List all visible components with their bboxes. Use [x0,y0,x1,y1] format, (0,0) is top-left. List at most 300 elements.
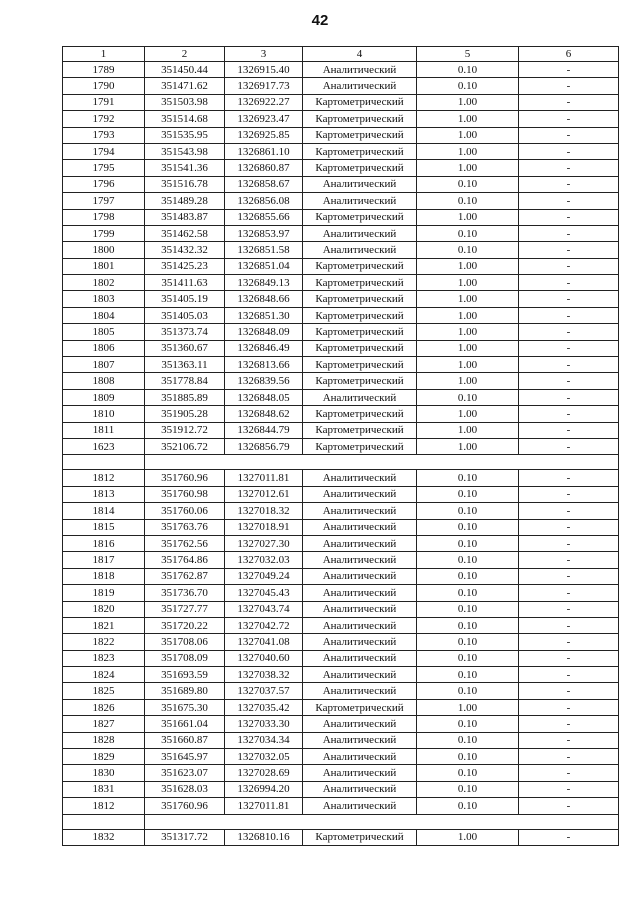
point-number-cell: 1800 [63,242,145,258]
point-number-cell: 1816 [63,535,145,551]
x-coordinate-cell: 351764.86 [145,552,225,568]
note-cell: - [519,94,619,110]
y-coordinate-cell: 1327033.30 [225,716,303,732]
method-cell: Аналитический [303,683,417,699]
note-cell: - [519,258,619,274]
column-header: 4 [303,47,417,62]
x-coordinate-cell: 351661.04 [145,716,225,732]
table-row [63,716,619,732]
y-coordinate-cell: 1327012.61 [225,486,303,502]
table-row [63,357,619,373]
accuracy-cell: 1.00 [417,357,519,373]
table-row [63,324,619,340]
y-coordinate-cell: 1327043.74 [225,601,303,617]
table-row [63,225,619,241]
note-cell: - [519,209,619,225]
point-number-cell: 1801 [63,258,145,274]
method-cell: Аналитический [303,667,417,683]
accuracy-cell: 0.10 [417,62,519,78]
y-coordinate-cell: 1326851.58 [225,242,303,258]
coordinates-table [62,46,619,846]
empty-cell [145,814,619,829]
accuracy-cell: 0.10 [417,552,519,568]
x-coordinate-cell: 351405.03 [145,307,225,323]
note-cell: - [519,617,619,633]
y-coordinate-cell: 1327011.81 [225,798,303,814]
method-cell: Аналитический [303,193,417,209]
point-number-cell: 1826 [63,699,145,715]
method-cell: Картометрический [303,340,417,356]
method-cell: Аналитический [303,732,417,748]
point-number-cell: 1811 [63,422,145,438]
method-cell: Аналитический [303,552,417,568]
method-cell: Картометрический [303,258,417,274]
method-cell: Картометрический [303,143,417,159]
y-coordinate-cell: 1327045.43 [225,585,303,601]
table-row [63,634,619,650]
point-number-cell: 1830 [63,765,145,781]
method-cell: Аналитический [303,601,417,617]
accuracy-cell: 0.10 [417,486,519,502]
y-coordinate-cell: 1327035.42 [225,699,303,715]
accuracy-cell: 0.10 [417,749,519,765]
accuracy-cell: 1.00 [417,111,519,127]
y-coordinate-cell: 1327049.24 [225,568,303,584]
note-cell: - [519,373,619,389]
method-cell: Картометрический [303,357,417,373]
table-row [63,503,619,519]
note-cell: - [519,193,619,209]
empty-cell [63,455,145,470]
method-cell: Картометрический [303,422,417,438]
y-coordinate-cell: 1326861.10 [225,143,303,159]
x-coordinate-cell: 352106.72 [145,438,225,454]
method-cell: Аналитический [303,765,417,781]
accuracy-cell: 1.00 [417,160,519,176]
point-number-cell: 1806 [63,340,145,356]
y-coordinate-cell: 1326994.20 [225,781,303,797]
page-number: 42 [311,12,329,29]
note-cell: - [519,324,619,340]
y-coordinate-cell: 1326849.13 [225,275,303,291]
note-cell: - [519,829,619,845]
y-coordinate-cell: 1326917.73 [225,78,303,94]
method-cell: Аналитический [303,519,417,535]
method-cell: Аналитический [303,176,417,192]
method-cell: Аналитический [303,78,417,94]
x-coordinate-cell: 351432.32 [145,242,225,258]
point-number-cell: 1828 [63,732,145,748]
point-number-cell: 1805 [63,324,145,340]
accuracy-cell: 0.10 [417,568,519,584]
note-cell: - [519,111,619,127]
method-cell: Аналитический [303,470,417,486]
note-cell: - [519,291,619,307]
accuracy-cell: 1.00 [417,275,519,291]
method-cell: Аналитический [303,503,417,519]
table-row [63,486,619,502]
note-cell: - [519,275,619,291]
point-number-cell: 1799 [63,225,145,241]
note-cell: - [519,634,619,650]
x-coordinate-cell: 351483.87 [145,209,225,225]
point-number-cell: 1803 [63,291,145,307]
column-header: 1 [63,47,145,62]
method-cell: Аналитический [303,749,417,765]
y-coordinate-cell: 1326846.49 [225,340,303,356]
note-cell: - [519,503,619,519]
note-cell: - [519,519,619,535]
x-coordinate-cell: 351405.19 [145,291,225,307]
point-number-cell: 1797 [63,193,145,209]
method-cell: Аналитический [303,781,417,797]
note-cell: - [519,699,619,715]
table-row [63,470,619,486]
point-number-cell: 1822 [63,634,145,650]
accuracy-cell: 0.10 [417,716,519,732]
y-coordinate-cell: 1327042.72 [225,617,303,633]
note-cell: - [519,486,619,502]
point-number-cell: 1791 [63,94,145,110]
x-coordinate-cell: 351660.87 [145,732,225,748]
method-cell: Аналитический [303,585,417,601]
note-cell: - [519,568,619,584]
note-cell: - [519,585,619,601]
table-row [63,699,619,715]
x-coordinate-cell: 351623.07 [145,765,225,781]
y-coordinate-cell: 1327028.69 [225,765,303,781]
x-coordinate-cell: 351763.76 [145,519,225,535]
table-row [63,683,619,699]
y-coordinate-cell: 1327018.32 [225,503,303,519]
x-coordinate-cell: 351373.74 [145,324,225,340]
note-cell: - [519,798,619,814]
table-row [63,258,619,274]
table-row [63,291,619,307]
accuracy-cell: 1.00 [417,829,519,845]
accuracy-cell: 0.10 [417,634,519,650]
x-coordinate-cell: 351708.09 [145,650,225,666]
note-cell: - [519,552,619,568]
x-coordinate-cell: 351450.44 [145,62,225,78]
accuracy-cell: 1.00 [417,699,519,715]
note-cell: - [519,601,619,617]
point-number-cell: 1798 [63,209,145,225]
table-row [63,617,619,633]
point-number-cell: 1812 [63,798,145,814]
y-coordinate-cell: 1326851.30 [225,307,303,323]
x-coordinate-cell: 351760.96 [145,470,225,486]
y-coordinate-cell: 1326922.27 [225,94,303,110]
x-coordinate-cell: 351760.06 [145,503,225,519]
point-number-cell: 1796 [63,176,145,192]
accuracy-cell: 1.00 [417,209,519,225]
accuracy-cell: 0.10 [417,193,519,209]
table-row [63,422,619,438]
method-cell: Картометрический [303,324,417,340]
y-coordinate-cell: 1326923.47 [225,111,303,127]
y-coordinate-cell: 1326813.66 [225,357,303,373]
y-coordinate-cell: 1326925.85 [225,127,303,143]
y-coordinate-cell: 1326860.87 [225,160,303,176]
method-cell: Аналитический [303,389,417,405]
x-coordinate-cell: 351360.67 [145,340,225,356]
accuracy-cell: 1.00 [417,422,519,438]
table-row [63,406,619,422]
y-coordinate-cell: 1327034.34 [225,732,303,748]
x-coordinate-cell: 351760.98 [145,486,225,502]
method-cell: Картометрический [303,291,417,307]
y-coordinate-cell: 1327032.05 [225,749,303,765]
method-cell: Аналитический [303,62,417,78]
note-cell: - [519,650,619,666]
y-coordinate-cell: 1326848.62 [225,406,303,422]
column-header: 3 [225,47,303,62]
table-row [63,143,619,159]
y-coordinate-cell: 1326810.16 [225,829,303,845]
note-cell: - [519,160,619,176]
method-cell: Аналитический [303,225,417,241]
x-coordinate-cell: 351471.62 [145,78,225,94]
point-number-cell: 1824 [63,667,145,683]
table-row [63,732,619,748]
accuracy-cell: 0.10 [417,242,519,258]
table-row [63,650,619,666]
y-coordinate-cell: 1326851.04 [225,258,303,274]
point-number-cell: 1794 [63,143,145,159]
note-cell: - [519,62,619,78]
x-coordinate-cell: 351543.98 [145,143,225,159]
note-cell: - [519,242,619,258]
y-coordinate-cell: 1327038.32 [225,667,303,683]
method-cell: Аналитический [303,716,417,732]
accuracy-cell: 0.10 [417,601,519,617]
method-cell: Аналитический [303,617,417,633]
x-coordinate-cell: 351762.87 [145,568,225,584]
note-cell: - [519,307,619,323]
table-row [63,62,619,78]
accuracy-cell: 0.10 [417,798,519,814]
column-header: 5 [417,47,519,62]
x-coordinate-cell: 351885.89 [145,389,225,405]
point-number-cell: 1831 [63,781,145,797]
method-cell: Картометрический [303,438,417,454]
point-number-cell: 1804 [63,307,145,323]
x-coordinate-cell: 351912.72 [145,422,225,438]
note-cell: - [519,127,619,143]
method-cell: Картометрический [303,127,417,143]
group-separator-row [63,814,619,829]
accuracy-cell: 1.00 [417,324,519,340]
method-cell: Картометрический [303,275,417,291]
y-coordinate-cell: 1326858.67 [225,176,303,192]
table-row [63,535,619,551]
table-row [63,242,619,258]
table-row [63,78,619,94]
y-coordinate-cell: 1326915.40 [225,62,303,78]
point-number-cell: 1814 [63,503,145,519]
table-row [63,340,619,356]
y-coordinate-cell: 1326856.08 [225,193,303,209]
x-coordinate-cell: 351736.70 [145,585,225,601]
note-cell: - [519,765,619,781]
y-coordinate-cell: 1326848.05 [225,389,303,405]
y-coordinate-cell: 1326848.66 [225,291,303,307]
y-coordinate-cell: 1326853.97 [225,225,303,241]
table-row [63,829,619,845]
table-row [63,176,619,192]
method-cell: Аналитический [303,568,417,584]
point-number-cell: 1813 [63,486,145,502]
point-number-cell: 1808 [63,373,145,389]
note-cell: - [519,357,619,373]
table-row [63,389,619,405]
note-cell: - [519,438,619,454]
column-header: 6 [519,47,619,62]
note-cell: - [519,406,619,422]
accuracy-cell: 0.10 [417,683,519,699]
accuracy-cell: 0.10 [417,225,519,241]
table-row [63,585,619,601]
method-cell: Аналитический [303,535,417,551]
empty-cell [145,455,619,470]
point-number-cell: 1832 [63,829,145,845]
y-coordinate-cell: 1326844.79 [225,422,303,438]
y-coordinate-cell: 1327027.30 [225,535,303,551]
header-row [63,47,619,62]
accuracy-cell: 0.10 [417,585,519,601]
accuracy-cell: 1.00 [417,340,519,356]
accuracy-cell: 1.00 [417,94,519,110]
accuracy-cell: 1.00 [417,307,519,323]
y-coordinate-cell: 1326848.09 [225,324,303,340]
table-row [63,552,619,568]
empty-cell [63,814,145,829]
y-coordinate-cell: 1327041.08 [225,634,303,650]
point-number-cell: 1825 [63,683,145,699]
point-number-cell: 1802 [63,275,145,291]
x-coordinate-cell: 351778.84 [145,373,225,389]
x-coordinate-cell: 351675.30 [145,699,225,715]
table-row [63,373,619,389]
method-cell: Картометрический [303,406,417,422]
x-coordinate-cell: 351689.80 [145,683,225,699]
table-row [63,798,619,814]
point-number-cell: 1815 [63,519,145,535]
table-row [63,601,619,617]
point-number-cell: 1789 [63,62,145,78]
accuracy-cell: 0.10 [417,389,519,405]
table-row [63,209,619,225]
x-coordinate-cell: 351317.72 [145,829,225,845]
y-coordinate-cell: 1327037.57 [225,683,303,699]
table-row [63,160,619,176]
accuracy-cell: 1.00 [417,438,519,454]
note-cell: - [519,732,619,748]
x-coordinate-cell: 351489.28 [145,193,225,209]
x-coordinate-cell: 351503.98 [145,94,225,110]
note-cell: - [519,422,619,438]
method-cell: Аналитический [303,634,417,650]
x-coordinate-cell: 351425.23 [145,258,225,274]
point-number-cell: 1821 [63,617,145,633]
note-cell: - [519,683,619,699]
point-number-cell: 1809 [63,389,145,405]
table-body [63,62,619,846]
point-number-cell: 1820 [63,601,145,617]
accuracy-cell: 0.10 [417,470,519,486]
table-row [63,307,619,323]
x-coordinate-cell: 351411.63 [145,275,225,291]
note-cell: - [519,78,619,94]
accuracy-cell: 0.10 [417,732,519,748]
point-number-cell: 1795 [63,160,145,176]
y-coordinate-cell: 1327040.60 [225,650,303,666]
table-row [63,94,619,110]
table-row [63,765,619,781]
y-coordinate-cell: 1327018.91 [225,519,303,535]
note-cell: - [519,535,619,551]
note-cell: - [519,143,619,159]
method-cell: Аналитический [303,798,417,814]
column-header: 2 [145,47,225,62]
note-cell: - [519,749,619,765]
table-row [63,749,619,765]
point-number-cell: 1817 [63,552,145,568]
table-row [63,781,619,797]
point-number-cell: 1818 [63,568,145,584]
x-coordinate-cell: 351462.58 [145,225,225,241]
x-coordinate-cell: 351762.56 [145,535,225,551]
y-coordinate-cell: 1326856.79 [225,438,303,454]
point-number-cell: 1823 [63,650,145,666]
accuracy-cell: 1.00 [417,127,519,143]
method-cell: Картометрический [303,209,417,225]
x-coordinate-cell: 351727.77 [145,601,225,617]
method-cell: Аналитический [303,650,417,666]
table-row [63,519,619,535]
x-coordinate-cell: 351516.78 [145,176,225,192]
table-row [63,127,619,143]
point-number-cell: 1827 [63,716,145,732]
x-coordinate-cell: 351693.59 [145,667,225,683]
x-coordinate-cell: 351541.36 [145,160,225,176]
note-cell: - [519,716,619,732]
x-coordinate-cell: 351514.68 [145,111,225,127]
point-number-cell: 1812 [63,470,145,486]
method-cell: Картометрический [303,699,417,715]
x-coordinate-cell: 351535.95 [145,127,225,143]
y-coordinate-cell: 1327032.03 [225,552,303,568]
accuracy-cell: 0.10 [417,617,519,633]
y-coordinate-cell: 1327011.81 [225,470,303,486]
note-cell: - [519,470,619,486]
note-cell: - [519,781,619,797]
accuracy-cell: 0.10 [417,78,519,94]
accuracy-cell: 0.10 [417,519,519,535]
x-coordinate-cell: 351363.11 [145,357,225,373]
table-row [63,193,619,209]
method-cell: Картометрический [303,373,417,389]
method-cell: Картометрический [303,111,417,127]
accuracy-cell: 1.00 [417,143,519,159]
method-cell: Картометрический [303,307,417,323]
point-number-cell: 1829 [63,749,145,765]
table-row [63,438,619,454]
point-number-cell: 1793 [63,127,145,143]
note-cell: - [519,340,619,356]
x-coordinate-cell: 351708.06 [145,634,225,650]
